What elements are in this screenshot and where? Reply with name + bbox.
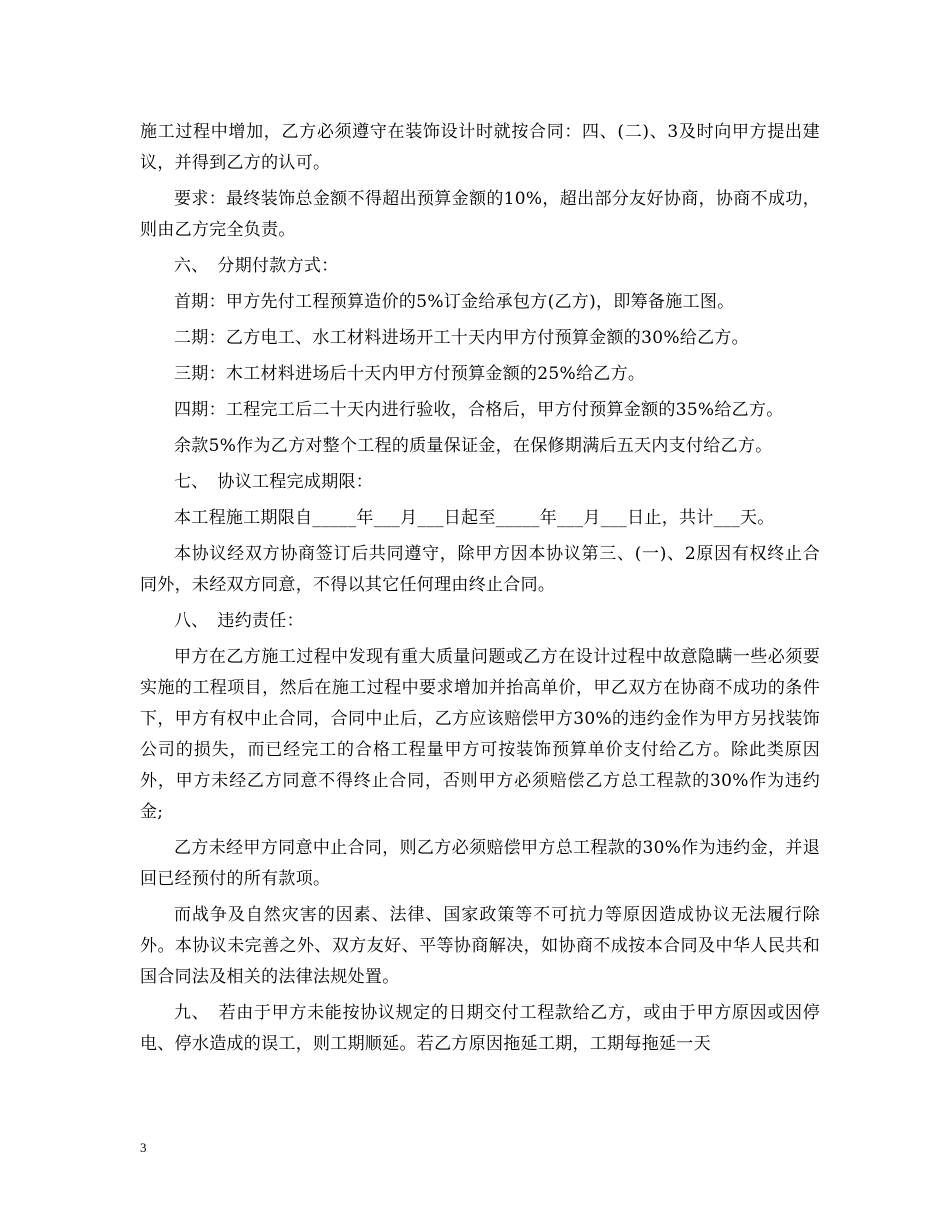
- paragraph: 三期：木工材料进场后十天内甲方付预算金额的25%给乙方。: [174, 364, 646, 384]
- page-number: 3: [140, 1140, 147, 1155]
- document-body: [140, 117, 820, 1065]
- paragraph: 本协议经双方协商签订后共同遵守，除甲方因本协议第三、(一)、2原因有权终止合同外，未经双方同意，不得以其它任何理由终止合同。: [140, 544, 820, 595]
- paragraph: 七、 协议工程完成期限：: [174, 472, 374, 492]
- paragraph: 余款5%作为乙方对整个工程的质量保证金，在保修期满后五天内支付给乙方。: [174, 436, 773, 456]
- paragraph: 乙方未经甲方同意中止合同，则乙方必须赔偿甲方总工程款的30%作为违约金，并退回已经预付的所有款项。: [140, 838, 820, 889]
- paragraph: 九、 若由于甲方未能按协议规定的日期交付工程款给乙方，或由于甲方原因或因停电、停水造成的误工，则工期顺延。若乙方原因拖延工期，工期每拖延一天: [140, 1003, 820, 1054]
- paragraph: 施工过程中增加，乙方必须遵守在装饰设计时就按合同：四、(二)、3及时向甲方提出建议，并得到乙方的认可。: [140, 122, 820, 173]
- paragraph: 而战争及自然灾害的因素、法律、国家政策等不可抗力等原因造成协议无法履行除外。本协议未完善之外、双方友好、平等协商解决，如协商不成按本合同及中华人民共和国合同法及相关的法律法规处置。: [140, 905, 820, 987]
- paragraph: 六、 分期付款方式：: [174, 256, 339, 276]
- paragraph: 首期：甲方先付工程预算造价的5%订金给承包方(乙方)，即筹备施工图。: [174, 292, 735, 312]
- paragraph: 甲方在乙方施工过程中发现有重大质量问题或乙方在设计过程中故意隐瞒一些必须要实施的工程项目，然后在施工过程中要求增加并抬高单价，甲乙双方在协商不成功的条件下，甲方有权中止合同，合同中止后，乙方应该赔偿甲方30%的违约金作为甲方另找装饰公司的损失，而已经完工的合格工程量甲方可按装饰预算单价支付给乙方。除此类原因外，甲方未经乙方同意不得终止合同，否则甲方必须赔偿乙方总工程款的30%作为违约金;: [140, 647, 820, 822]
- paragraph: 二期：乙方电工、水工材料进场开工十天内甲方付预算金额的30%给乙方。: [174, 328, 749, 348]
- paragraph: 八、 违约责任：: [174, 611, 304, 631]
- paragraph: 要求：最终装饰总金额不得超出预算金额的10%，超出部分友好协商，协商不成功，则由乙方完全负责。: [140, 189, 820, 240]
- paragraph: 本工程施工期限自_____年___月___日起至_____年___月___日止，共计___天。: [174, 508, 775, 528]
- paragraph: 四期：工程完工后二十天内进行验收，合格后，甲方付预算金额的35%给乙方。: [174, 400, 784, 420]
